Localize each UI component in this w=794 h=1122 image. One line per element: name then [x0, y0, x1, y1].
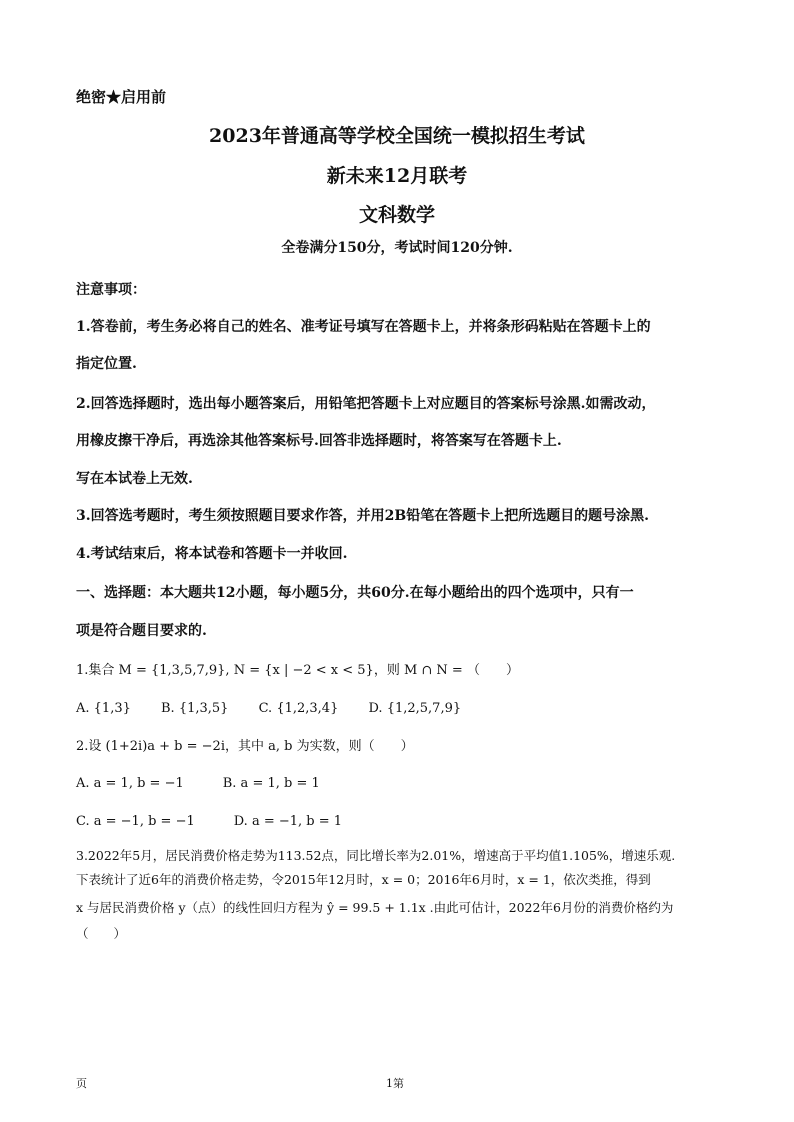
- question-2-stem: 2.设 (1+2i)a + b = −2i，其中 a, b 为实数，则（ ）: [76, 739, 414, 754]
- confidential-label: 绝密★启用前: [76, 88, 167, 106]
- question-2-options-ab: A. a = 1, b = −1 B. a = 1, b = 1: [76, 776, 320, 791]
- exam-title: 2023年普通高等学校全国统一模拟招生考试: [209, 125, 585, 147]
- section-line-2: 项是符合题目要求的.: [76, 623, 207, 639]
- notice-line-7: 4.考试结束后，将本试卷和答题卡一并收回.: [76, 546, 348, 562]
- question-3-line-2: 下表统计了近6年的消费价格走势，令2015年12月时，x = 0；2016年6月时，x = 1，依次类推，得到: [76, 872, 651, 887]
- question-3-line-4: （ ）: [76, 926, 127, 941]
- notice-line-3: 2.回答选择题时，选出每小题答案后，用铅笔把答题卡上对应题目的答案标号涂黑.如需改动，: [76, 396, 656, 412]
- notice-line-4: 用橡皮擦干净后，再选涂其他答案标号.回答非选择题时，将答案写在答题卡上.: [76, 433, 562, 449]
- notice-line-2: 指定位置.: [76, 356, 137, 372]
- exam-subtitle: 新未来12月联考: [326, 165, 468, 187]
- notice-heading: 注意事项：: [76, 282, 146, 298]
- question-3-line-1: 3.2022年5月，居民消费价格走势为113.52点，同比增长率为2.01%，增速高于平均值1.105%，增速乐观.: [76, 848, 676, 863]
- subject-title: 文科数学: [358, 204, 435, 226]
- notice-line-1: 1.答卷前，考生务必将自己的姓名、准考证号填写在答题卡上，并将条形码粘贴在答题卡上的: [76, 319, 651, 335]
- footer-left: 页: [76, 1077, 87, 1090]
- score-info: 全卷满分150分，考试时间120分钟.: [281, 240, 513, 256]
- notice-line-6: 3.回答选考题时，考生须按照题目要求作答，并用2B铅笔在答题卡上把所选题目的题号涂黑.: [76, 508, 650, 524]
- section-line-1: 一、选择题：本大题共12小题，每小题5分，共60分.在每小题给出的四个选项中，只有一: [76, 585, 634, 601]
- question-3-line-3: x 与居民消费价格 y（点）的线性回归方程为 ŷ = 99.5 + 1.1x .由此可估计，2022年6月份的消费价格约为: [76, 900, 674, 915]
- question-2-options-cd: C. a = −1, b = −1 D. a = −1, b = 1: [76, 814, 343, 829]
- page-number: 1第: [386, 1077, 404, 1090]
- question-1-stem: 1.集合 M = {1,3,5,7,9}, N = {x | −2 < x < 5}，则 M ∩ N = （ ）: [76, 663, 519, 678]
- question-1-options: A. {1,3} B. {1,3,5} C. {1,2,3,4} D. {1,2,5,7,9}: [76, 701, 462, 716]
- notice-line-5: 写在本试卷上无效.: [76, 471, 193, 487]
